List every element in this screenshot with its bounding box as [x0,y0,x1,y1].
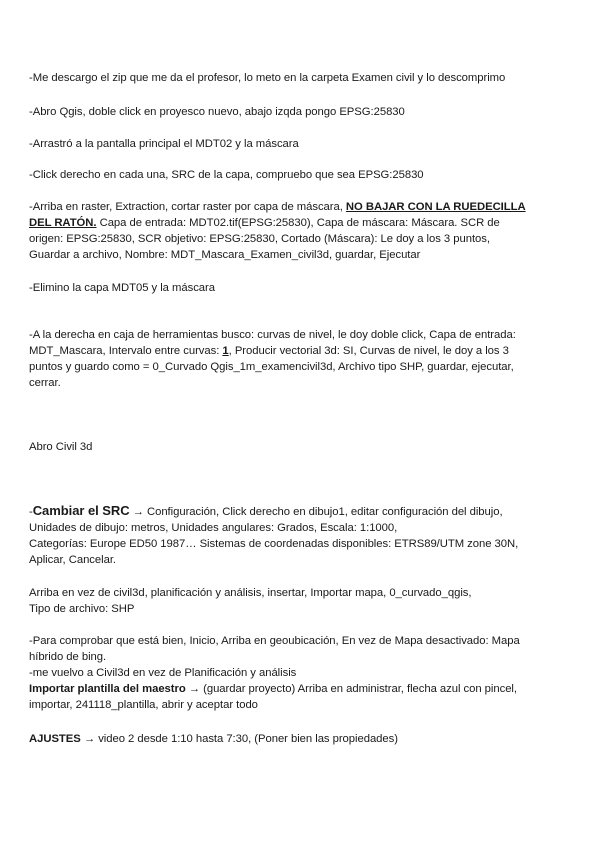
paragraph-line: cerrar. [29,377,61,389]
paragraph-text: → Configuración, Click derecho en dibujo1, editar configuración del dibujo, [129,506,503,518]
paragraph-line: Categorías: Europe ED50 1987… Sistemas de coordenadas disponibles: ETRS89/UTM zone 30N, [29,538,519,550]
paragraph-text: Abro Civil 3d [29,441,93,453]
paragraph-text: -Elimino la capa MDT05 y la máscara [29,282,215,294]
paragraph-line [29,215,574,231]
paragraph-text: Capa de entrada: MDT02.tif(EPSG:25830), Capa de máscara: Máscara. SCR de [96,217,500,229]
paragraph-line: Aplicar, Cancelar. [29,554,117,566]
paragraph-line: -Para comprobar que está bien, Inicio, Arriba en geoubicación, En vez de Mapa desactivado: Mapa [29,635,520,647]
contour-step-paragraph [29,327,574,391]
paragraph-line: Unidades de dibujo: metros, Unidades angulares: Grados, Escala: 1:1000, [29,522,398,534]
paragraph-text: - [29,506,33,518]
paragraph-line [29,199,574,215]
paragraph-line: Arriba en vez de civil3d, planificación y análisis, insertar, Importar mapa, 0_curvado_qgis, [29,587,472,599]
step-paragraph [29,136,574,152]
paragraph-line [29,731,574,747]
step-paragraph [29,104,574,120]
paragraph-line: -A la derecha en caja de herramientas busco: curvas de nivel, le doy doble click, Capa de entrada: [29,329,516,341]
paragraph-line: -me vuelvo a Civil3d en vez de Planificación y análisis [29,667,297,679]
section-heading [29,439,574,455]
paragraph-text: -Me descargo el zip que me da el profesor, lo meto en la carpeta Examen civil y lo descomprimo [29,72,506,84]
step-paragraph [29,70,574,86]
paragraph-text: -Arrastró a la pantalla principal el MDT02 y la máscara [29,138,299,150]
src-step-paragraph [29,503,574,568]
paragraph-line: origen: EPSG:25830, SCR objetivo: EPSG:25830, Cortado (Máscara): Le doy a los 3 puntos, [29,233,490,245]
step-paragraph [29,167,574,183]
paragraph-line: híbrido de bing. [29,651,107,663]
paragraph-text: → video 2 desde 1:10 hasta 7:30, (Poner bien las propiedades) [80,733,398,745]
warning-text: DEL RATÓN. [29,217,97,229]
paragraph-text: -Arriba en raster, Extraction, cortar raster por capa de máscara, [29,201,346,213]
paragraph-text: MDT_Mascara, Intervalo entre curvas: [29,345,223,357]
warning-text: NO BAJAR CON LA RUEDECILLA [345,201,526,213]
emphasis-text: Cambiar el SRC [32,503,130,518]
paragraph-line: importar, 241118_plantilla, abrir y aceptar todo [29,699,258,711]
raster-step-paragraph [29,199,574,263]
paragraph-text: , Producir vectorial 3d: SI, Curvas de nivel, le doy a los 3 [228,345,509,357]
paragraph-line [29,503,574,520]
step-paragraph [29,633,574,713]
paragraph-text: -Abro Qgis, doble click en proyesco nuevo, abajo izqda pongo EPSG:25830 [29,106,405,118]
step-paragraph [29,280,574,296]
paragraph-line: Guardar a archivo, Nombre: MDT_Mascara_Examen_civil3d, guardar, Ejecutar [29,249,421,261]
step-paragraph [29,585,574,617]
paragraph-text: → (guardar proyecto) Arriba en administrar, flecha azul con pincel, [185,683,517,695]
paragraph-text: -Click derecho en cada una, SRC de la capa, compruebo que sea EPSG:25830 [29,169,424,181]
step-paragraph [29,731,574,747]
paragraph-line [29,681,574,697]
interval-value: 1 [222,345,229,357]
paragraph-line: puntos y guardo como = 0_Curvado Qgis_1m_examencivil3d, Archivo tipo SHP, guardar, ejecutar, [29,361,514,373]
paragraph-line [29,343,574,359]
emphasis-text: Importar plantilla del maestro [29,683,186,695]
paragraph-line: Tipo de archivo: SHP [29,603,135,615]
emphasis-text: AJUSTES [29,733,81,745]
